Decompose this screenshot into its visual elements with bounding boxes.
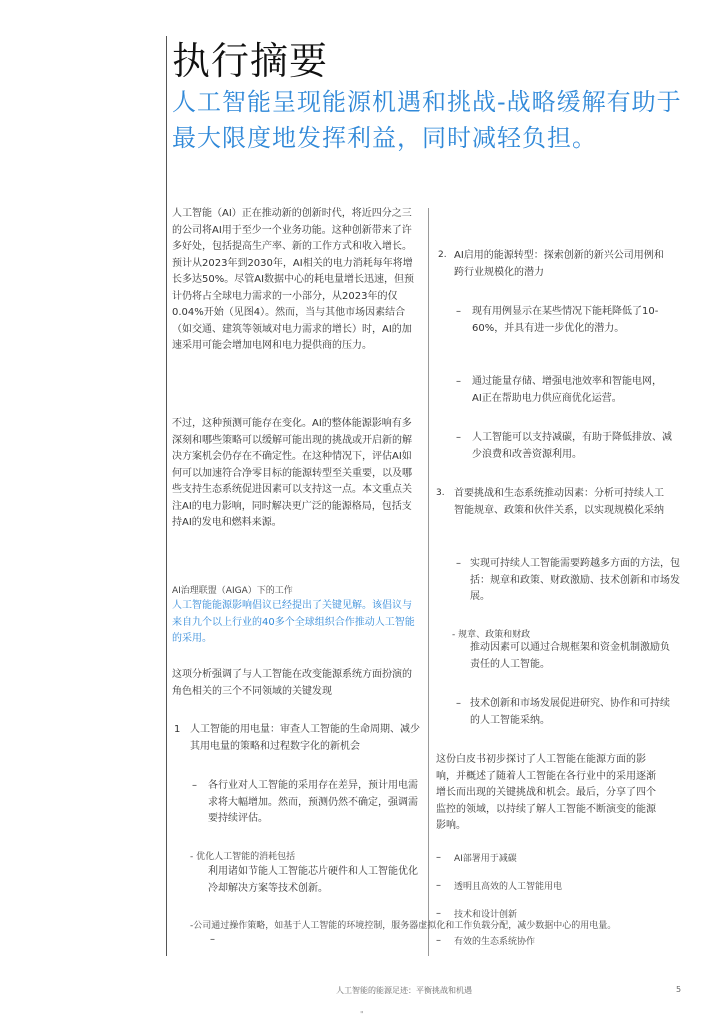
- bullet-1: AI部署用于减碳: [454, 854, 517, 864]
- item-2-text: AI启用的能源转型：探索创新的新兴公司用例和跨行业规模化的潜力: [454, 250, 664, 278]
- bullet-3-dash: –: [436, 908, 441, 919]
- item-1-sub-3-dash: –: [210, 934, 215, 945]
- page-subtitle: 人工智能呈现能源机遇和挑战-战略缓解有助于最大限度地发挥利益，同时减轻负担。: [172, 88, 682, 152]
- item-3-text: 首要挑战和生态系统推动因素：分析可持续人工智能规章、政策和伙伴关系，以实现规模化采纳: [454, 488, 664, 516]
- bullet-4: 有效的生态系统协作: [454, 937, 536, 947]
- footer-title: 人工智能的能源足迹：平衡挑战和机遇: [336, 986, 472, 995]
- bullet-1-dash: –: [436, 852, 441, 863]
- item-2-sub-2: 通过能量存储、增强电池效率和智能电网，AI正在帮助电力供应商优化运营。: [472, 376, 662, 404]
- item-1-number: 1: [174, 724, 181, 735]
- item-3-sub-2-label: - 规章、政策和财政: [452, 630, 531, 640]
- intro-paragraph: 人工智能（AI）正在推动新的创新时代，将近四分之三的公司将AI用于至少一个业务功能。这种创新带来了许多好处，包括提高生产率、新的工作方式和收入增长。预计从2023年到2030年，AI相关的电力消耗每年将增长多达50%。尽管AI数据中心的耗电量增长迅速，但预计仍将占全球电力需求的一小部分，从2023年的仅0.04%开始（见图4）。然而，当与其他市场因素结合（如交通、建筑等领域对电力需求的增长）时，AI的加速采用可能会增加电网和电力提供商的压力。: [172, 208, 415, 351]
- left-margin-rule: [166, 36, 167, 956]
- bullet-2-dash: –: [436, 880, 441, 891]
- item-3-number: 3.: [436, 488, 445, 498]
- item-2-sub-2-dash: –: [456, 376, 461, 387]
- item-3-sub-3-dash: –: [456, 698, 461, 709]
- page-title: 执行摘要: [172, 39, 329, 83]
- item-2-sub-3-dash: –: [456, 432, 461, 443]
- aiga-heading: AI治理联盟（AIGA）下的工作: [172, 586, 293, 596]
- bullet-2: 透明且高效的人工智能用电: [454, 882, 563, 892]
- item-1-sub-1: 各行业对人工智能的采用存在差异，预计用电需求将大幅增加。然而，预测仍然不确定，强调需要持续评估。: [208, 780, 418, 824]
- item-1-sub-2-text: 利用诸如节能人工智能芯片硬件和人工智能优化冷却解决方案等技术创新。: [208, 866, 418, 894]
- item-2-sub-3: 人工智能可以支持减碳，有助于降低排放、减少浪费和改善资源利用。: [472, 432, 672, 460]
- conclusion-paragraph: 这份白皮书初步探讨了人工智能在能源方面的影响，并概述了随着人工智能在各行业中的采用逐渐增长而出现的关键挑战和机会。最后，分享了四个监控的领域，以持续了解人工智能不断演变的能源影响。: [436, 754, 656, 831]
- uncertainty-paragraph: 不过，这种预测可能存在变化。AI的整体能源影响有多深刻和哪些策略可以缓解可能出现的挑战或开启新的解决方案机会仍存在不确定性。在这种情况下，评估AI如何可以加速符合净零目标的能源转型至关重要，以及哪些支持生态系统促进因素可以支持这一点。本文重点关注AI的电力影响，同时解决更广泛的能源格局，包括支持AI的发电和燃料来源。: [172, 418, 412, 528]
- item-1-sub-2-label: - 优化人工智能的消耗包括: [190, 852, 296, 862]
- item-1-text: 人工智能的用电量：审查人工智能的生命周期、减少其用电量的策略和过程数字化的新机会: [190, 724, 420, 752]
- findings-intro: 这项分析强调了与人工智能在改变能源系统方面扮演的角色相关的三个不同领域的关键发现: [172, 669, 412, 697]
- bullet-3: 技术和设计创新: [454, 910, 518, 920]
- item-3-sub-1-dash: –: [456, 558, 461, 569]
- aiga-text: 人工智能能源影响倡议已经提出了关键见解。该倡议与来自九个以上行业的40多个全球组织合作推动人工智能的采用。: [172, 600, 415, 644]
- item-1-sub-1-dash: –: [192, 780, 197, 791]
- column-divider-rule: [428, 208, 429, 956]
- item-3-sub-1: 实现可持续人工智能需要跨越多方面的方法，包括：规章和政策、财政激励、技术创新和市场发展。: [470, 558, 680, 602]
- footer-mark: ": [360, 1010, 364, 1019]
- bullet-4-dash: –: [436, 935, 441, 946]
- item-1-sub-3: -公司通过操作策略，如基于人工智能的环境控制，服务器虚拟化和工作负载分配，减少数据中心的用电量。: [190, 921, 617, 931]
- item-2-number: 2.: [438, 250, 447, 260]
- item-2-sub-1-dash: –: [456, 306, 461, 317]
- item-3-sub-3: 技术创新和市场发展促进研究、协作和可持续的人工智能采纳。: [470, 698, 670, 726]
- item-2-sub-1: 现有用例显示在某些情况下能耗降低了10-60%，并具有进一步优化的潜力。: [472, 306, 659, 334]
- page-number: 5: [676, 985, 682, 994]
- item-3-sub-2-text: 推动因素可以通过合规框架和资金机制激励负责任的人工智能。: [470, 642, 670, 670]
